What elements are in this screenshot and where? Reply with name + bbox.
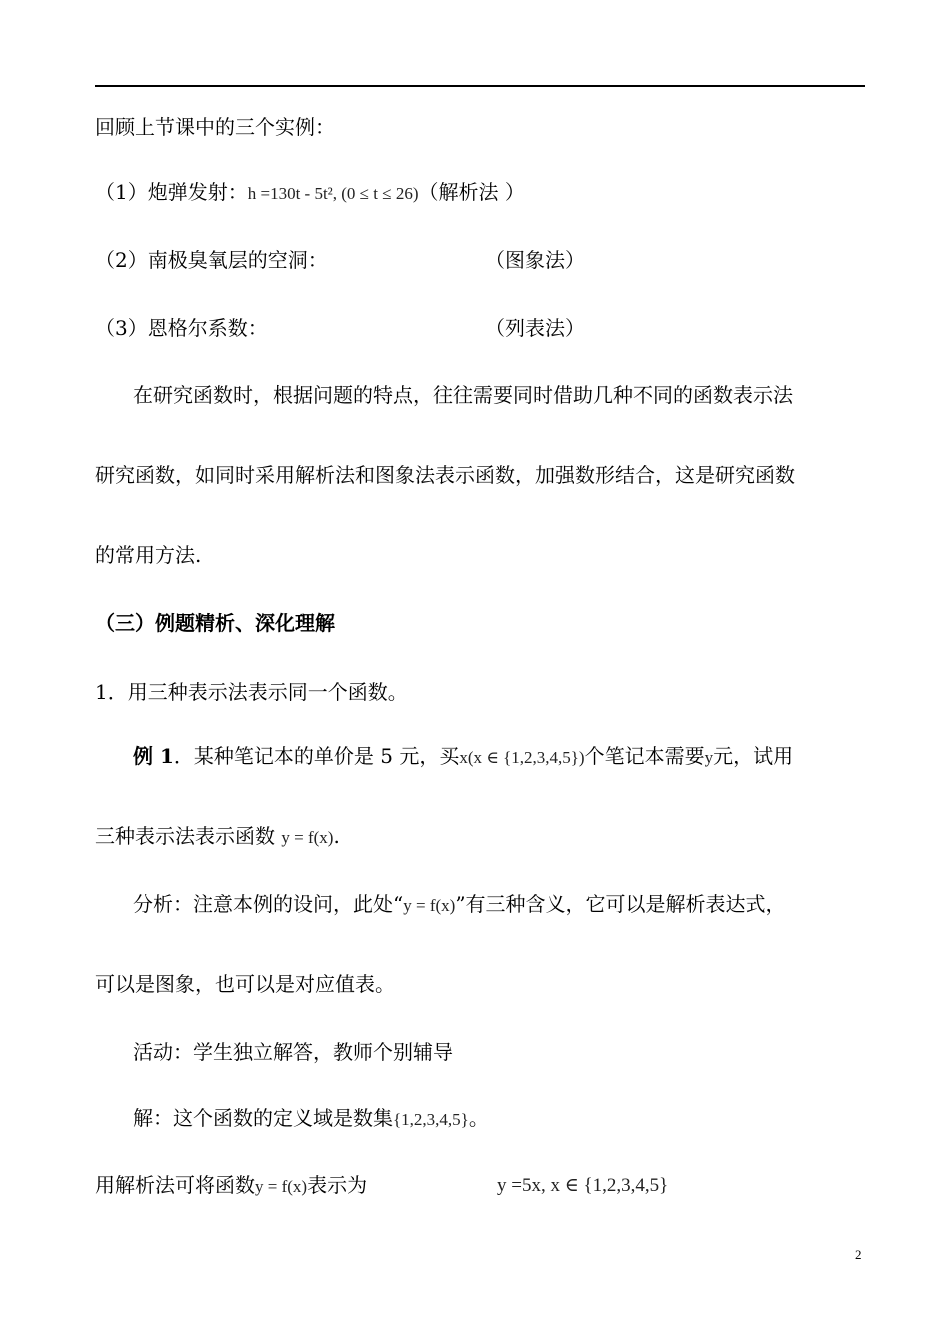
analytic-line	[95, 1171, 367, 1201]
analysis-line-2: 可以是图象，也可以是对应值表。	[95, 972, 395, 996]
example-1-formula: h =130t - 5t², (0 ≤ t ≤ 26)	[247, 184, 419, 203]
example-1-label: （1）炮弹发射：	[95, 180, 248, 204]
example-1-method: （解析法 ）	[418, 180, 525, 204]
activity-text: 活动：学生独立解答，教师个别辅导	[133, 1040, 453, 1064]
analysis-math: y = f(x)	[403, 896, 456, 915]
analytic-math-a: y = f(x)	[255, 1177, 308, 1196]
paragraph-line-3: 的常用方法.	[95, 543, 202, 567]
example-2-method: （图象法）	[485, 248, 585, 272]
example-math-y: y	[704, 748, 714, 767]
example-text-a: ．某种笔记本的单价是 5 元，买	[173, 744, 460, 768]
analysis-text-a: 分析：注意本例的设问，此处“	[133, 892, 404, 916]
example-2-label: （2）南极臭氧层的空洞：	[95, 248, 328, 272]
analysis-text-b: ”有三种含义，它可以是解析表达式，	[455, 892, 786, 916]
example-line2-end: .	[333, 824, 340, 848]
example-math-x: x(x ∈ {1,2,3,4,5})	[459, 748, 585, 767]
example-line2-text: 三种表示法表示函数	[95, 824, 275, 848]
example-text-c: 元，试用	[713, 744, 794, 768]
example-1-text	[133, 742, 793, 772]
solution-line	[133, 1104, 489, 1134]
intro-text: 回顾上节课中的三个实例：	[95, 115, 335, 139]
example-line2-math: y = f(x)	[281, 828, 334, 847]
example-3-method: （列表法）	[485, 316, 585, 340]
paragraph-line-1: 在研究函数时，根据问题的特点，往往需要同时借助几种不同的函数表示法	[133, 383, 793, 407]
analytic-text-b: 表示为	[307, 1173, 368, 1197]
example-text-b: 个笔记本需要	[584, 744, 705, 768]
section-heading: （三）例题精析、深化理解	[95, 611, 335, 635]
item-1: 1．用三种表示法表示同一个函数。	[95, 680, 408, 704]
example-label: 例 1	[133, 744, 174, 768]
solution-end: 。	[468, 1106, 489, 1130]
analytic-text-a: 用解析法可将函数	[95, 1173, 255, 1197]
example-1-line	[95, 178, 525, 208]
analytic-formula: y =5x, x ∈ {1,2,3,4,5}	[497, 1175, 669, 1196]
solution-text: 解：这个函数的定义域是数集	[133, 1106, 393, 1130]
solution-math: {1,2,3,4,5}	[393, 1110, 469, 1129]
paragraph-line-2: 研究函数，如同时采用解析法和图象法表示函数，加强数形结合，这是研究函数	[95, 463, 795, 487]
page-number: 2	[855, 1247, 862, 1262]
example-1-line-2	[95, 822, 340, 852]
header-rule	[95, 85, 865, 87]
analysis-line-1	[133, 890, 786, 920]
example-3-label: （3）恩格尔系数：	[95, 316, 268, 340]
